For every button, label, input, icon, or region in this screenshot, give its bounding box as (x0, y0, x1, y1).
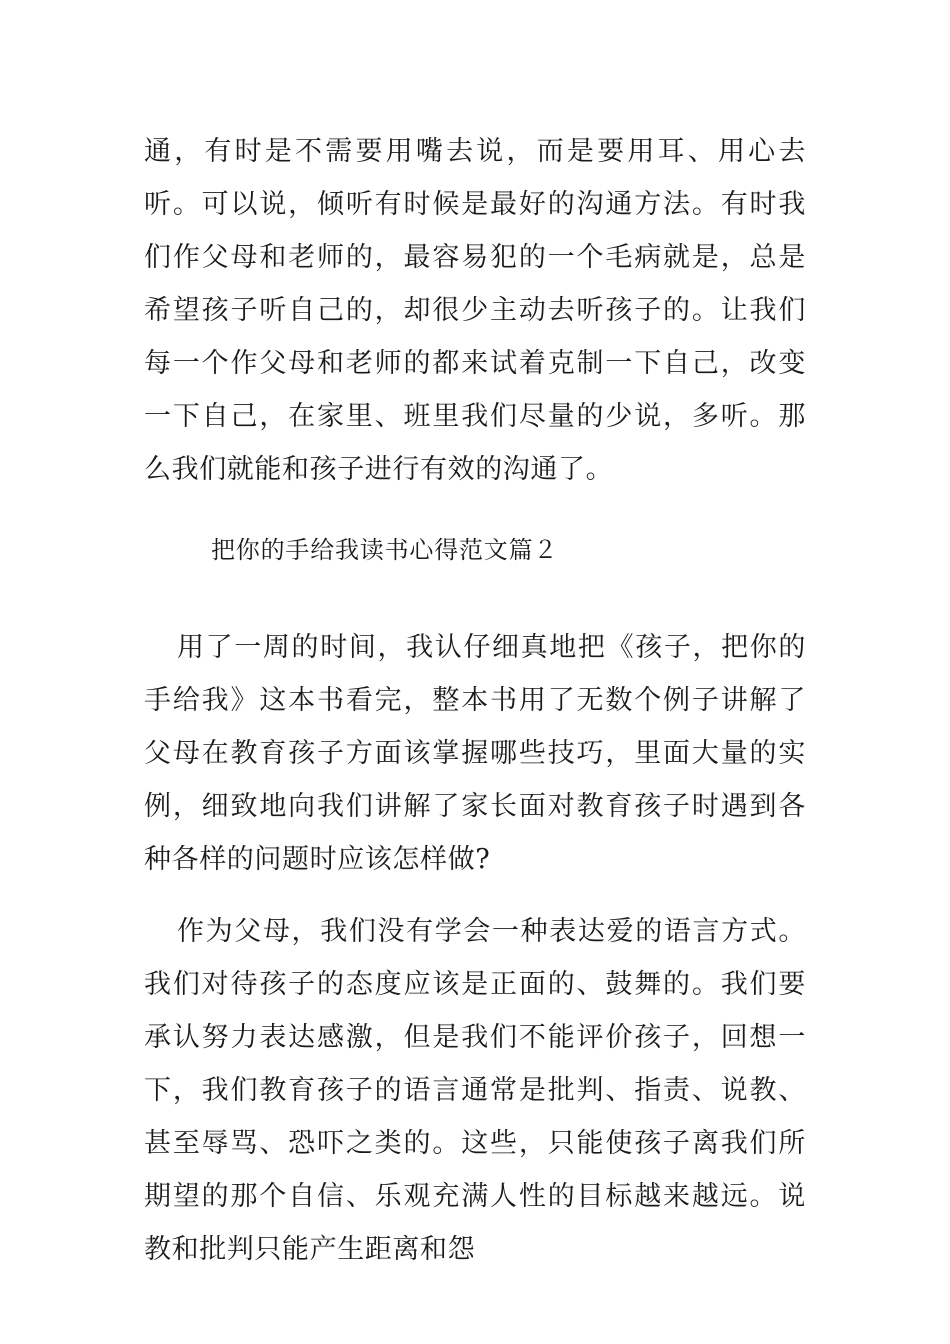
paragraph-1: 通，有时是不需要用嘴去说，而是要用耳、用心去听。可以说，倾听有时候是最好的沟通方法。有时我们作父母和老师的，最容易犯的一个毛病就是，总是希望孩子听自己的，却很少主动去听孩子的。让我们每一个作父母和老师的都来试着克制一下自己，改变一下自己，在家里、班里我们尽量的少说，多听。那么我们就能和孩子进行有效的沟通了。 (144, 136, 806, 485)
paragraph-2: 用了一周的时间，我认仔细真地把《孩子，把你的手给我》这本书看完，整本书用了无数个例子讲解了父母在教育孩子方面该掌握哪些技巧，里面大量的实例，细致地向我们讲解了家长面对教育孩子时遇到各种各样的问题时应该怎样做? (144, 632, 806, 875)
paragraph-3: 作为父母，我们没有学会一种表达爱的语言方式。我们对待孩子的态度应该是正面的、鼓舞的。我们要承认努力表达感激，但是我们不能评价孩子，回想一下，我们教育孩子的语言通常是批判、指责、说教、甚至辱骂、恐吓之类的。这些，只能使孩子离我们所期望的那个自信、乐观充满人性的目标越来越远。说教和批判只能产生距离和怨 (144, 916, 806, 1265)
section-heading: 把你的手给我读书心得范文篇２ (211, 536, 559, 564)
